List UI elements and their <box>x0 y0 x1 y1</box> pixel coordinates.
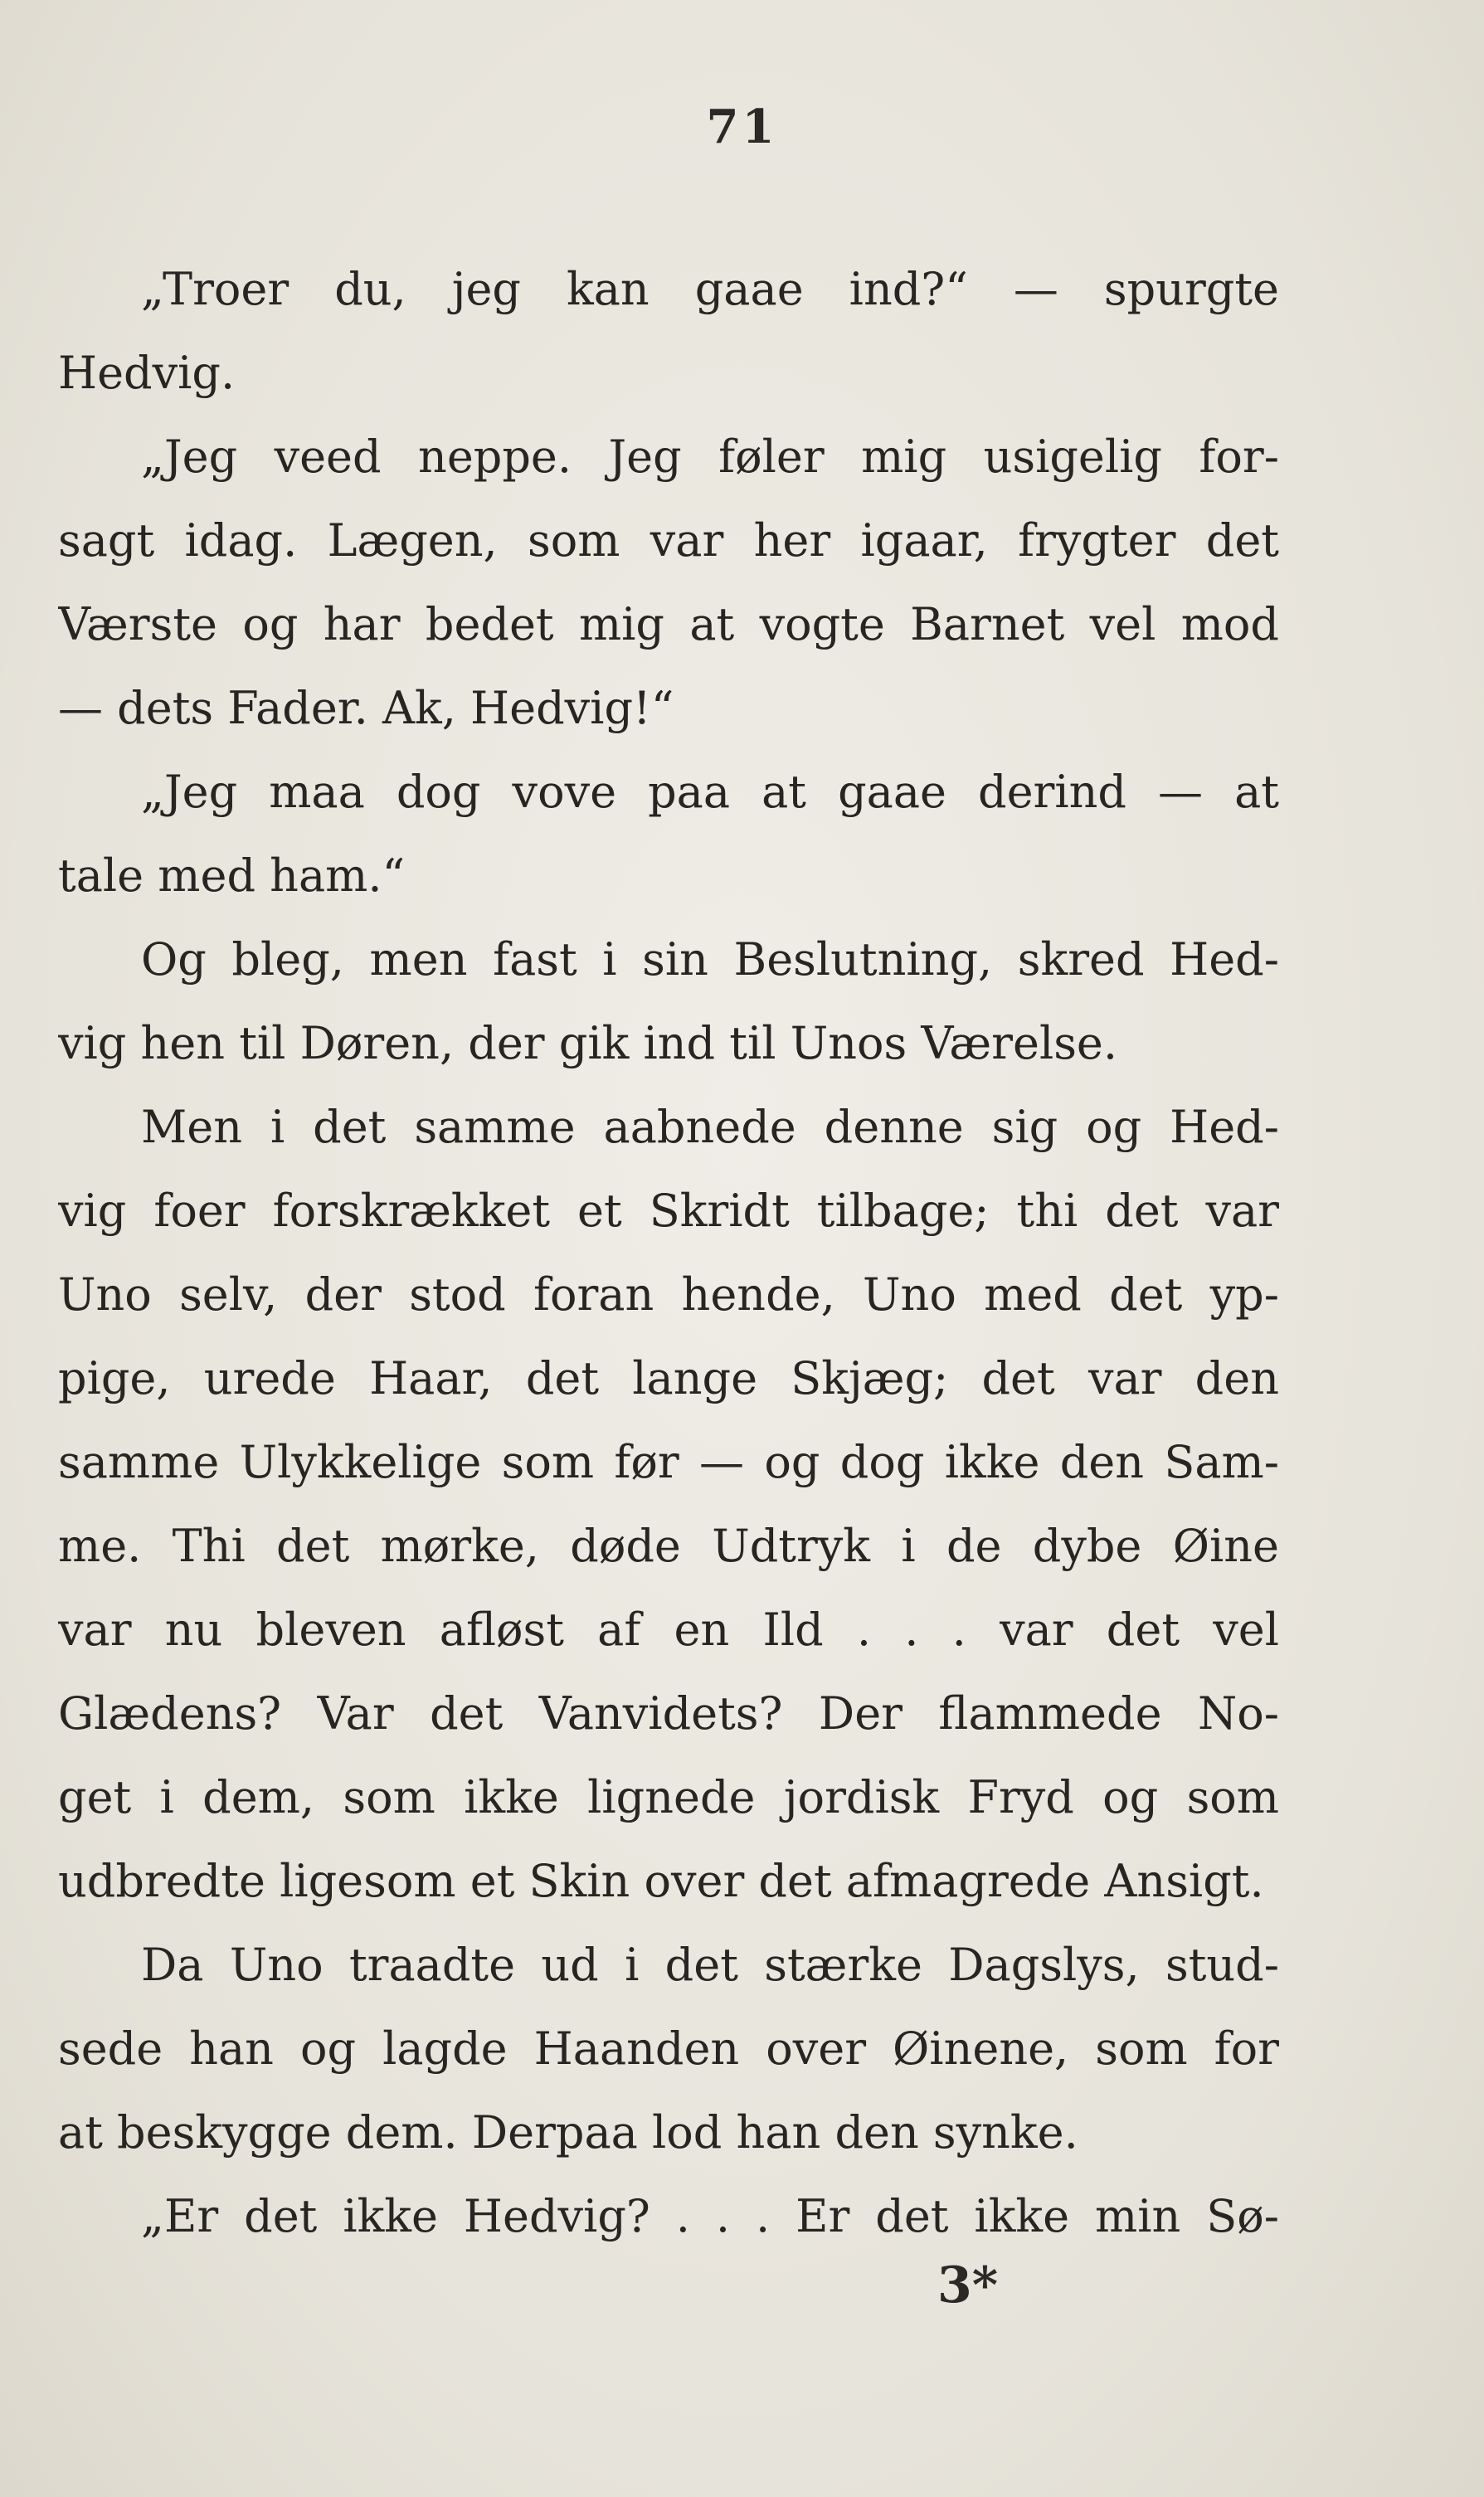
text-line: pige, urede Haar, det lange Skjæg; det var den <box>58 1352 1279 1404</box>
text-line: at beskygge dem. Derpaa lod han den synke. <box>58 2106 1078 2159</box>
text-line: get i dem, som ikke lignede jordisk Fryd og som <box>58 1771 1279 1823</box>
text-line: „Er det ikke Hedvig? . . . Er det ikke min Sø- <box>141 2190 1279 2242</box>
text-line: sagt idag. Lægen, som var her igaar, frygter det <box>58 514 1279 567</box>
text-line: — dets Fader. Ak, Hedvig!“ <box>58 682 674 734</box>
text-line: sede han og lagde Haanden over Øinene, som for <box>58 2022 1279 2075</box>
text-line: Glædens? Var det Vanvidets? Der flammede No- <box>58 1687 1279 1740</box>
text-line: samme Ulykkelige som før — og dog ikke den Sam- <box>58 1436 1279 1488</box>
text-line: vig hen til Døren, der gik ind til Unos Værelse. <box>58 1017 1118 1069</box>
signature-mark: 3* <box>937 2256 999 2314</box>
text-line: Værste og har bedet mig at vogte Barnet vel mod <box>58 598 1279 650</box>
text-line: me. Thi det mørke, døde Udtryk i de dybe Øine <box>58 1520 1279 1572</box>
text-line: var nu bleven afløst af en Ild . . . var det vel <box>58 1604 1279 1656</box>
text-line: „Troer du, jeg kan gaae ind?“ — spurgte <box>141 263 1279 315</box>
text-line: vig foer forskrækket et Skridt tilbage; thi det var <box>58 1185 1279 1237</box>
text-line: „Jeg veed neppe. Jeg føler mig usigelig for- <box>141 431 1279 483</box>
text-line: Hedvig. <box>58 347 236 399</box>
body-text <box>58 247 1279 2258</box>
text-line: Men i det samme aabnede denne sig og Hed- <box>141 1101 1279 1153</box>
text-line: Uno selv, der stod foran hende, Uno med det yp- <box>58 1268 1279 1321</box>
text-line: tale med ham.“ <box>58 849 406 902</box>
page-number: 71 <box>706 100 778 154</box>
text-line: Og bleg, men fast i sin Beslutning, skred Hed- <box>141 933 1279 986</box>
text-line: „Jeg maa dog vove paa at gaae derind — at <box>141 766 1279 818</box>
text-line: Da Uno traadte ud i det stærke Dagslys, stud- <box>141 1939 1279 1991</box>
text-line: udbredte ligesom et Skin over det afmagrede Ansigt. <box>58 1855 1264 1907</box>
